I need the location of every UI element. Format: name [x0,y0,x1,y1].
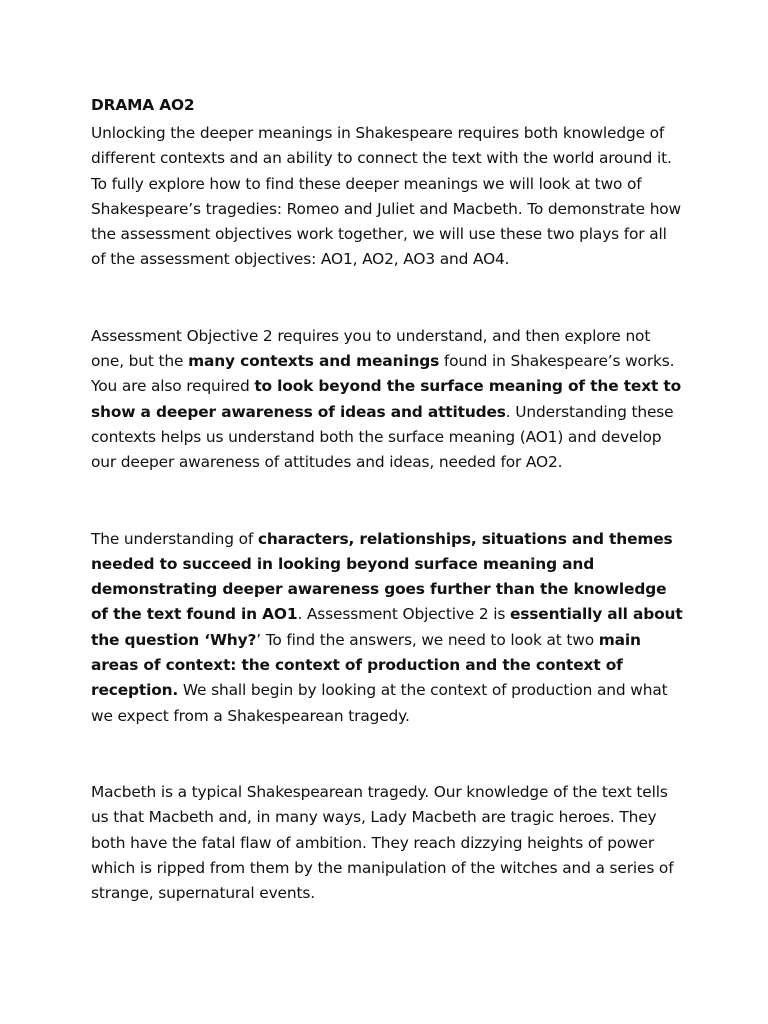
paragraph-text: We shall begin by looking at the context of production and what we expect from a Shakespearean tragedy. [91,681,668,725]
paragraph-intro [91,121,683,273]
paragraph-macbeth [91,780,683,906]
document-title: DRAMA AO2 [91,96,195,114]
paragraph-bold-text: to look beyond the surface meaning of the text to show a deeper awareness of ideas and attitudes [91,377,682,421]
paragraph-text: ’ To find the answers, we need to look at two [256,630,599,649]
paragraph-bold-text: essentially all about the question ‘Why? [91,605,683,649]
paragraph-gap [91,476,683,527]
paragraph-text: . Understanding these contexts helps us understand both the surface meaning (AO1) and develop our deeper awareness of attitudes and ideas, needed for AO2. [91,402,674,472]
paragraph-text: . Assessment Objective 2 is [297,605,510,624]
paragraph-ao2-requirements [91,324,683,476]
paragraph-bold-text: many contexts and meanings [188,352,440,371]
paragraph-gap [91,729,683,780]
paragraph-text: Assessment Objective 2 requires you to understand, and then explore not one, but the [91,326,651,371]
paragraph-text: The understanding of [91,529,258,548]
paragraph-gap [91,273,683,324]
paragraph-contexts [91,527,683,729]
paragraph-text: Unlocking the deeper meanings in Shakespeare requires both knowledge of different contexts and an ability to connect the text with the world around it. To fully explore how to find these deeper meanings we will look at two of Shakespeare’s tragedies: Romeo and Juliet and Macbeth. To demonstrate how the assessment objectives work together, we will use these two plays for all of the assessment objectives: AO1, AO2, AO3 and AO4. [91,124,681,269]
paragraph-text: Macbeth is a typical Shakespearean tragedy. Our knowledge of the text tells us that Macbeth and, in many ways, Lady Macbeth are tragic heroes. They both have the fatal flaw of ambition. They reach dizzying heights of power which is ripped from them by the manipulation of the witches and a series of strange, supernatural events. [91,782,674,903]
document-body [91,96,683,906]
paragraph-bold-text: main areas of context: the context of production and the context of reception. [91,630,641,700]
paragraph-bold-text: characters, relationships, situations and themes needed to succeed in looking beyond surface meaning and demonstrating deeper awareness goes further than the knowledge of the text found in AO1 [91,529,673,624]
paragraph-text: found in Shakespeare’s works. You are also required [91,352,675,396]
